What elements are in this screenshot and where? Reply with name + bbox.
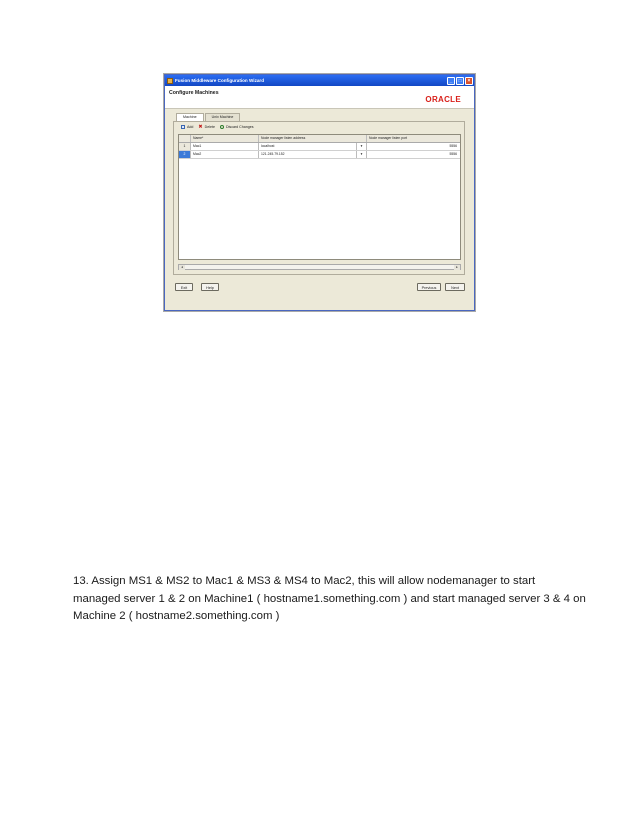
name-cell[interactable]: Mac2 [191, 151, 259, 158]
row-index: 2 [179, 151, 191, 158]
row-index: 1 [179, 143, 191, 150]
header-index [179, 135, 191, 142]
exit-button[interactable]: Exit [175, 283, 193, 291]
address-dropdown-button[interactable]: ▾ [357, 143, 367, 150]
table-row[interactable] [179, 151, 460, 159]
machines-table [178, 134, 461, 260]
table-header [179, 135, 460, 143]
next-button[interactable]: Next [445, 283, 465, 291]
scroll-right-icon[interactable]: ▸ [454, 265, 460, 270]
table-row[interactable] [179, 143, 460, 151]
tab-machine[interactable]: Machine [176, 113, 204, 121]
oracle-logo: ORACLE [425, 95, 461, 104]
header-name: Name* [191, 135, 259, 142]
title-bar [165, 75, 474, 86]
address-cell[interactable]: localhost [259, 143, 357, 150]
app-icon [167, 78, 173, 84]
horizontal-scrollbar[interactable] [178, 264, 461, 270]
address-cell[interactable]: 121.245.79.152 [259, 151, 357, 158]
delete-label: Delete [204, 125, 215, 129]
tab-unix-machine[interactable]: Unix Machine [205, 113, 241, 121]
wizard-header [165, 86, 474, 109]
table-toolbar [181, 125, 259, 129]
page-title: Configure Machines [169, 90, 219, 96]
port-cell[interactable]: 5556 [449, 144, 457, 148]
paragraph-line: 13. Assign MS1 & MS2 to Mac1 & MS3 & MS4 to Mac2, this will allow nodemanager to start [73, 575, 536, 587]
previous-button[interactable]: Previous [417, 283, 441, 291]
undo-icon [220, 125, 224, 129]
header-port: Node manager listen port [369, 136, 408, 140]
instruction-paragraph [73, 573, 586, 626]
add-icon [181, 125, 185, 129]
close-button[interactable]: × [465, 77, 473, 85]
tab-strip [176, 113, 241, 121]
address-dropdown-button[interactable]: ▾ [357, 151, 367, 158]
scroll-left-icon[interactable]: ◂ [179, 265, 185, 270]
maximize-button[interactable]: □ [456, 77, 464, 85]
wizard-window [164, 74, 475, 311]
port-cell[interactable]: 5556 [449, 152, 457, 156]
wizard-screenshot [163, 73, 476, 312]
paragraph-line: Machine 2 ( hostname2.something.com ) [73, 610, 280, 622]
delete-button[interactable] [198, 125, 215, 129]
paragraph-line: managed server 1 & 2 on Machine1 ( hostname1.something.com ) and start managed server 3 & 4 on [73, 592, 586, 605]
discard-label: Discard Changes [226, 125, 254, 129]
discard-changes-button[interactable] [220, 125, 254, 129]
window-title: Fusion Middleware Configuration Wizard [175, 78, 265, 83]
add-button[interactable] [181, 125, 193, 129]
name-cell[interactable]: Mac1 [191, 143, 259, 150]
add-label: Add [187, 125, 194, 129]
header-address: Node manager listen address [259, 135, 367, 142]
machine-panel [173, 121, 465, 275]
minimize-button[interactable]: _ [447, 77, 455, 85]
delete-icon: ✖ [198, 124, 203, 130]
help-button[interactable]: Help [201, 283, 219, 291]
